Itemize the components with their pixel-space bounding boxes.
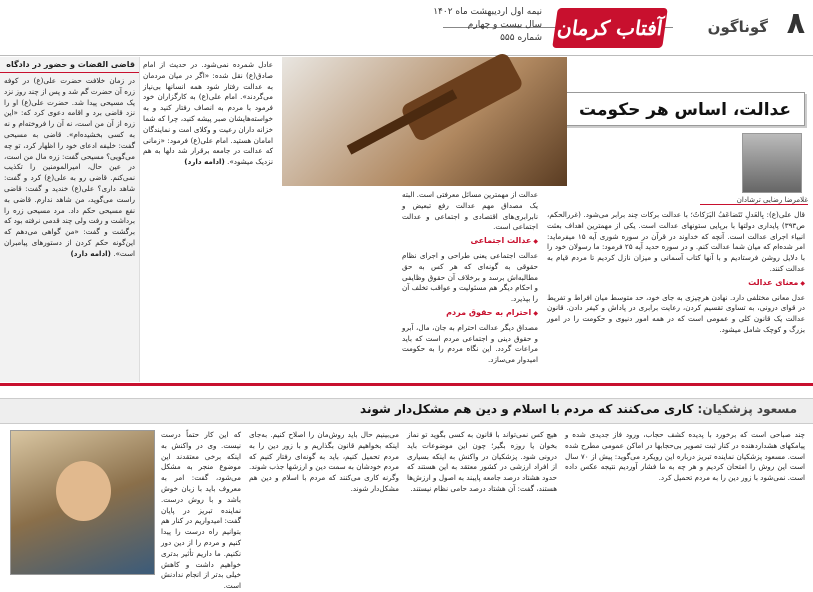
gavel-head [400,51,525,143]
author-photo [742,133,802,193]
article2-column-4 [161,430,241,591]
article-column-1 [547,210,805,382]
gavel-image [282,57,567,186]
sidebar-text [0,73,139,368]
issue-info [322,6,542,45]
subheading: ◆ معنای عدالت [547,278,805,290]
article-column-2 [402,190,538,382]
paragraph: عدل معانی مختلفی دارد. نهادن هرچیزی به جای خود، حد متوسط میان افراط و تفریط در قوای درونی، به تساوی تقسیم کردن، رعایت برابری در پاداش و کیفر دادن. قانون عدالت یک قانون کلی و عمومی است که در همه امور دنیوی و حکومت را در امور بزرگ و کوچک شامل میشود. [547,292,805,334]
speaker-name: مسعود پزشکیان: [697,402,797,416]
paragraph: ما داریم تأثیر بدتری خواهیم داشت و کاهش خیلی بدتر از انجام ندادنش است. [161,548,241,591]
paragraph: که این کار حتماً درست نیست. وی در واکنش به اینکه برخی معتقدند این موضوع منجر به مشکل می‌شود، گفت: امر به معروف باید با زبان خوش باشد و با روش درست. نماینده تبریز در پایان گفت: امیدواریم در کنار هم بتوانیم راه درست را پیدا کنیم و مردم را از دین دور نکنیم. [161,430,241,558]
paragraph: در زمان خلافت حضرت علی(ع) در کوفه زره آن حضرت گم شد و پس از چند روز نزد یک مسیحی پیدا شد. حضرت علی(ع) او را نزد قاضی برد و اقامه دعوی کرد که: «این زره از آن من است، نه آن را فروخته‌ام و نه به کسی بخشیده‌ام». قاضی به مسیحی گفت: خلیفه ادعای خود را اظهار کرد، تو چه می‌گویی؟ مسیحی گفت: زره مال من است، در عین حال، امیرالمومنین را تکذیب نمی‌کنم. قاضی رو به علی(ع) کرد و گفت: شاهد داری؟ علی(ع) خندید و گفت: قاضی راست می‌گوید، من شاهد ندارم. قاضی به نفع مسیحی حکم داد. مرد مسیحی زره را برداشت و رفت ولی چند قدمی نرفته بود که برگشت و گفت: «من گواهی می‌دهم که این‌گونه حکم کردن از دستورهای پیامبران است». [4,76,135,258]
newspaper-logo: آفتاب کرمان [552,8,668,48]
face [56,461,111,521]
article2-column-2 [407,430,557,578]
pezeshkian-photo [10,430,155,575]
continued-label: (ادامه دارد) [184,157,225,167]
subheading: ◆ عدالت اجتماعی [402,236,538,248]
paragraph: چند صباحی است که برخورد با پدیده کشف حجاب، ورود فاز جدیدی شده و پیامکهای هشداردهنده در کنار ثبت تصویر بی‌حجابها در اماکن عمومی مطرح شده است. مسعود پزشکیان نماینده تبریز درباره این رویکرد می‌گوید: پیش از ۷۰ سال است این روش را امتحان کردیم و هر چه به ما فشار آوردیم نتیجه عکس داده است. نمی‌شود با زور دین را به مردم تحمیل کرد. [565,430,805,483]
article2-title-bar [0,398,813,424]
subheading: ◆ احترام به حقوق مردم [402,308,538,320]
article-title-box [565,92,805,126]
paragraph: قال علی(ع): بِالعَدلِ تَتَضاعَفُ البَرَکاتُ؛ با عدالت برکات چند برابر می‌شود. (غررالحکم، ص۳۹۳) پایداری دولتها با برپایی ستونهای عدالت است. یکی از مهمترین اهداف بعثت انبیاء اجرای عدالت است. آنچه که خداوند در قرآن در سوره شوری آیه ۱۵ میفرماید: امر شده‌ام که میان شما عدالت کنم. و در سوره حدید آیه ۲۵ فرمود: ما رسولان خود را با دلایل روشن فرستادیم و با آنها کتاب آسمانی و میزان نازل کردیم تا مردم قیام به عدالت کنند. [547,210,805,273]
paragraph: عدالت از مهمترین مسائل معرفتی است. البته یک مصداق مهم عدالت رفع تبعیض و نابرابری‌های اقتصادی و اجتماعی و عدالت اجتماعی است. [402,190,538,232]
page-number: ۸ [786,6,805,41]
issue-line: شماره ۵۵۵ [500,33,542,43]
headline: کاری می‌کنند که مردم با اسلام و دین هم مشکل‌دار شوند [360,402,694,416]
page-header [0,0,813,56]
article-column-3 [143,60,273,382]
article2-column-1 [565,430,805,578]
article-title: عدالت، اساس هر حکومت [579,100,791,120]
paragraph: عادل شمرده نمی‌شود. در حدیث از امام صادق(ع) نقل شده: «اگر در میان مردمان به عدالت رفتار شود همه انسانها بی‌نیاز می‌گردند». امام علی(ع) به کارگزاران خود فرمود با مردم به انصاف رفتار کنید و به خواسته‌هایشان صبر پیشه کنید، چرا که شما خزانه داران رعیت و وکلای امت و نمایندگان امامان هستید. امام علی(ع) فرمود: «زمانی که عدالت در جامعه برقرار شد دلها به هم نزدیک میشود». [143,60,273,167]
year-line: سال بیست و چهارم [467,20,542,30]
paragraph: می‌بینیم حال باید روش‌مان را اصلاح کنیم. به‌جای اینکه بخواهیم قانون بگذاریم و با زور دین را به مردم تحمیل کنیم، باید به گونه‌ای رفتار کنیم که مردم خودشان به سمت دین و ارزشها جذب شوند. وگرنه کاری می‌کنند که مردم با اسلام و دین هم مشکل‌دار شوند. [249,430,399,493]
paragraph: مصداق دیگر عدالت احترام به جان، مال، آبرو و حقوق دینی و اجتماعی مردم است که باید مراعات گردد. این نگاه مردم را به حکومت امیدوار می‌سازد. [402,322,538,365]
section-title: گوناگون [707,18,768,36]
date-line: نیمه اول اردیبهشت ماه ۱۴۰۲ [433,7,542,17]
sidebar-box [0,57,140,382]
paragraph: هیچ کس نمی‌تواند با قانون به کسی بگوید تو نماز بخوان یا روزه بگیر؛ چون این موضوعات باید درونی شود. پزشکیان در واکنش به اینکه بسیاری از افراد ارزشی در کشور معتقد به این هستند که حدود هشتاد درصد جامعه پایبند به اصول و ارزش‌ها هستند، گفت: آن هشتاد درصد حامی نظام نیستند. [407,430,557,493]
continued-label: (ادامه دارد) [70,248,111,258]
paragraph: عدالت اجتماعی یعنی طراحی و اجرای نظام حقوقی به گونه‌ای که هر کس به حق مطالبه‌اش برسد و برخلاف آن حقوق وظایفی و احکام دیگر هم مسئولیت و عواقب تخلف آن را بپذیرد. [402,250,538,304]
sidebar-title: قاضی القضات و حضور در دادگاه [0,57,139,73]
article2-column-3 [249,430,399,578]
author-byline: غلامرضا رضایی ترشادان [700,196,808,205]
article2-title [360,402,797,416]
section-divider [0,383,813,386]
